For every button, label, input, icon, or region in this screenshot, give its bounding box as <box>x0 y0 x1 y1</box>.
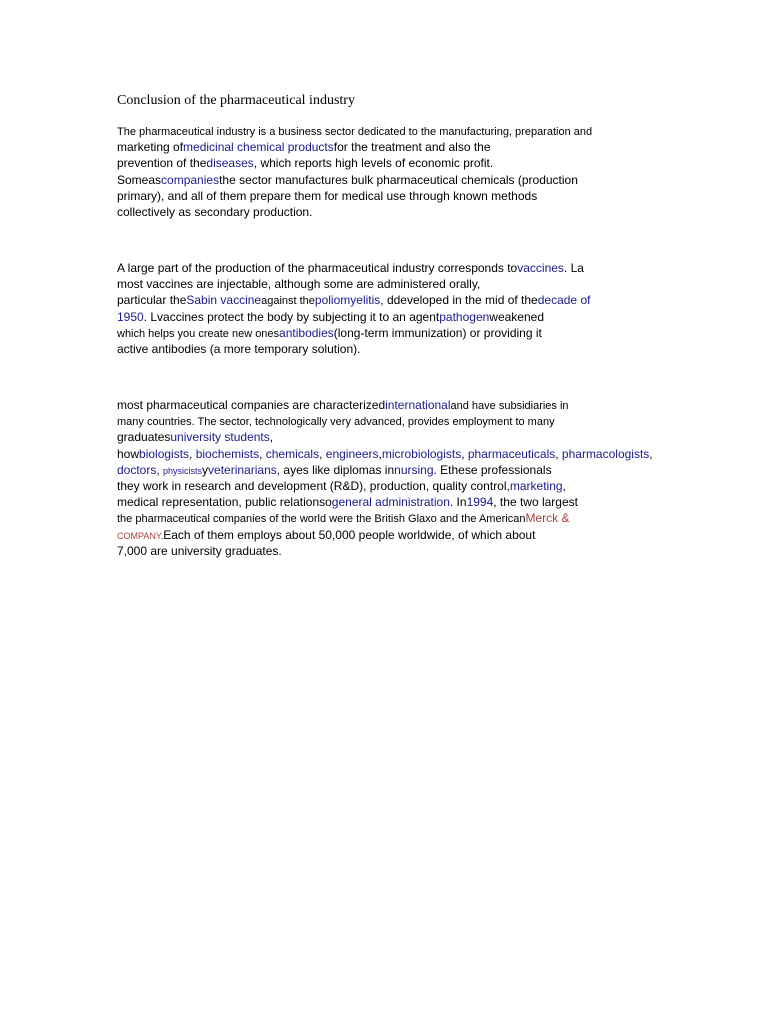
text-run: most pharmaceutical companies are characterized <box>117 398 386 412</box>
paragraph-line <box>117 292 757 308</box>
paragraph-2 <box>117 260 757 357</box>
paragraph-line <box>117 478 757 494</box>
paragraph-line <box>117 204 757 220</box>
paragraph-line <box>117 172 757 188</box>
paragraph-line <box>117 309 757 325</box>
hyperlink[interactable]: companies <box>161 172 220 187</box>
text-run: (long-term immunization) or providing it <box>333 325 542 340</box>
text-run: , <box>269 430 274 445</box>
hyperlink[interactable]: COMPANY <box>117 530 161 541</box>
text-run: medical representation, public relationso <box>117 495 332 510</box>
hyperlink[interactable]: biologists <box>139 446 190 461</box>
text-run: primary), and all of them prepare them for medical use through known methods <box>117 188 538 203</box>
hyperlink[interactable]: 1950 <box>117 309 144 324</box>
text-run: the sector manufactures bulk pharmaceutical chemicals (production <box>219 172 578 187</box>
text-run: y <box>202 462 209 477</box>
hyperlink[interactable]: nursing <box>394 462 434 477</box>
text-run: particular the <box>117 293 187 308</box>
text-run: prevention of the <box>117 156 207 171</box>
paragraph-line <box>117 123 757 139</box>
text-run: Someas <box>117 172 162 187</box>
text-run: , <box>189 446 196 461</box>
hyperlink[interactable]: poliomyelitis <box>314 293 381 308</box>
paragraph-line <box>117 139 757 155</box>
paragraph-line <box>117 325 757 341</box>
text-run: marketing of <box>117 140 184 155</box>
paragraph-line <box>117 446 757 462</box>
text-run: , <box>555 446 562 461</box>
text-run: collectively as secondary production. <box>117 204 313 219</box>
text-run: 7,000 are university graduates. <box>117 543 282 558</box>
hyperlink[interactable]: veterinarians <box>208 462 277 477</box>
text-run: weakened <box>489 309 545 324</box>
text-run: , <box>156 462 164 477</box>
text-run: The pharmaceutical industry is a business sector dedicated to the manufacturing, preparation and <box>117 126 593 138</box>
text-run: many countries. The sector, technologically very advanced, provides employment to many <box>117 416 555 429</box>
hyperlink[interactable]: doctors <box>117 462 157 477</box>
paragraph-line <box>117 510 757 526</box>
text-run: , which reports high levels of economic profit. <box>253 156 494 171</box>
hyperlink[interactable]: pharmacologists <box>561 446 650 461</box>
text-run: for the treatment and also the <box>333 140 491 155</box>
text-run: they work in research and development (R&D), production, quality control, <box>117 478 510 493</box>
paragraph-line <box>117 543 757 559</box>
hyperlink[interactable]: pathogen <box>439 309 490 324</box>
hyperlink[interactable]: Merck & <box>525 511 570 526</box>
hyperlink[interactable]: pharmaceuticals <box>467 446 556 461</box>
hyperlink[interactable]: antibodies <box>279 325 334 340</box>
text-run: which helps you create new ones <box>117 327 280 340</box>
text-run: , <box>649 446 653 461</box>
text-run: the pharmaceutical companies of the world were the British Glaxo and the American <box>117 513 526 526</box>
document-title: Conclusion of the pharmaceutical industry <box>117 93 355 108</box>
paragraph-3 <box>117 397 757 559</box>
paragraph-line <box>117 155 757 171</box>
paragraph-line <box>117 527 757 543</box>
paragraph-line <box>117 260 757 276</box>
hyperlink[interactable]: international <box>385 398 451 412</box>
paragraph-line <box>117 462 757 478</box>
text-run: , ayes like diplomas in <box>276 462 395 477</box>
text-run: , ddeveloped in the mid of the <box>380 293 538 308</box>
paragraph-line <box>117 397 757 413</box>
paragraph-line <box>117 429 757 445</box>
hyperlink[interactable]: chemicals <box>265 446 320 461</box>
paragraph-line <box>117 276 757 292</box>
hyperlink[interactable]: 1994 <box>466 495 494 510</box>
paragraph-line <box>117 188 757 204</box>
text-run: Each of them employs about 50,000 people worldwide, of which about <box>163 527 536 542</box>
paragraph-line <box>117 494 757 510</box>
text-run: A large part of the production of the pharmaceutical industry corresponds to <box>117 261 518 275</box>
hyperlink[interactable]: diseases <box>206 156 254 171</box>
text-run: most vaccines are injectable, although some are administered orally, <box>117 277 481 292</box>
hyperlink[interactable]: medicinal chemical products <box>183 140 334 155</box>
hyperlink[interactable]: general administration <box>331 495 450 510</box>
hyperlink[interactable]: decade of <box>537 293 591 308</box>
text-run: active antibodies (a more temporary solution). <box>117 341 361 356</box>
text-run: against the <box>261 295 315 308</box>
text-run: how <box>117 446 140 461</box>
paragraph-line <box>117 413 757 429</box>
text-run: and have subsidiaries in <box>450 400 569 412</box>
text-run: . Ethese professionals <box>433 462 552 477</box>
text-run: . Lvaccines protect the body by subjecting it to an agent <box>143 309 440 324</box>
hyperlink[interactable]: microbiologists <box>381 446 462 461</box>
text-run: , <box>259 446 266 461</box>
text-run: , <box>319 446 326 461</box>
text-run: graduates <box>117 430 171 445</box>
text-run: , the two largest <box>493 495 578 510</box>
text-run: , <box>562 478 566 493</box>
hyperlink[interactable]: university students <box>170 430 270 445</box>
paragraph-line <box>117 341 757 357</box>
text-run: , <box>461 446 468 461</box>
hyperlink[interactable]: marketing <box>509 478 563 493</box>
text-run: . <box>160 530 164 541</box>
hyperlink[interactable]: engineers <box>325 446 379 461</box>
text-run: , <box>378 446 382 461</box>
hyperlink[interactable]: physicists <box>163 465 203 476</box>
text-run: . La <box>563 261 584 275</box>
text-run: . In <box>449 495 467 510</box>
paragraph-1 <box>117 123 757 220</box>
hyperlink[interactable]: Sabin vaccine <box>186 293 262 308</box>
hyperlink[interactable]: vaccines <box>517 261 564 275</box>
hyperlink[interactable]: biochemists <box>195 446 260 461</box>
